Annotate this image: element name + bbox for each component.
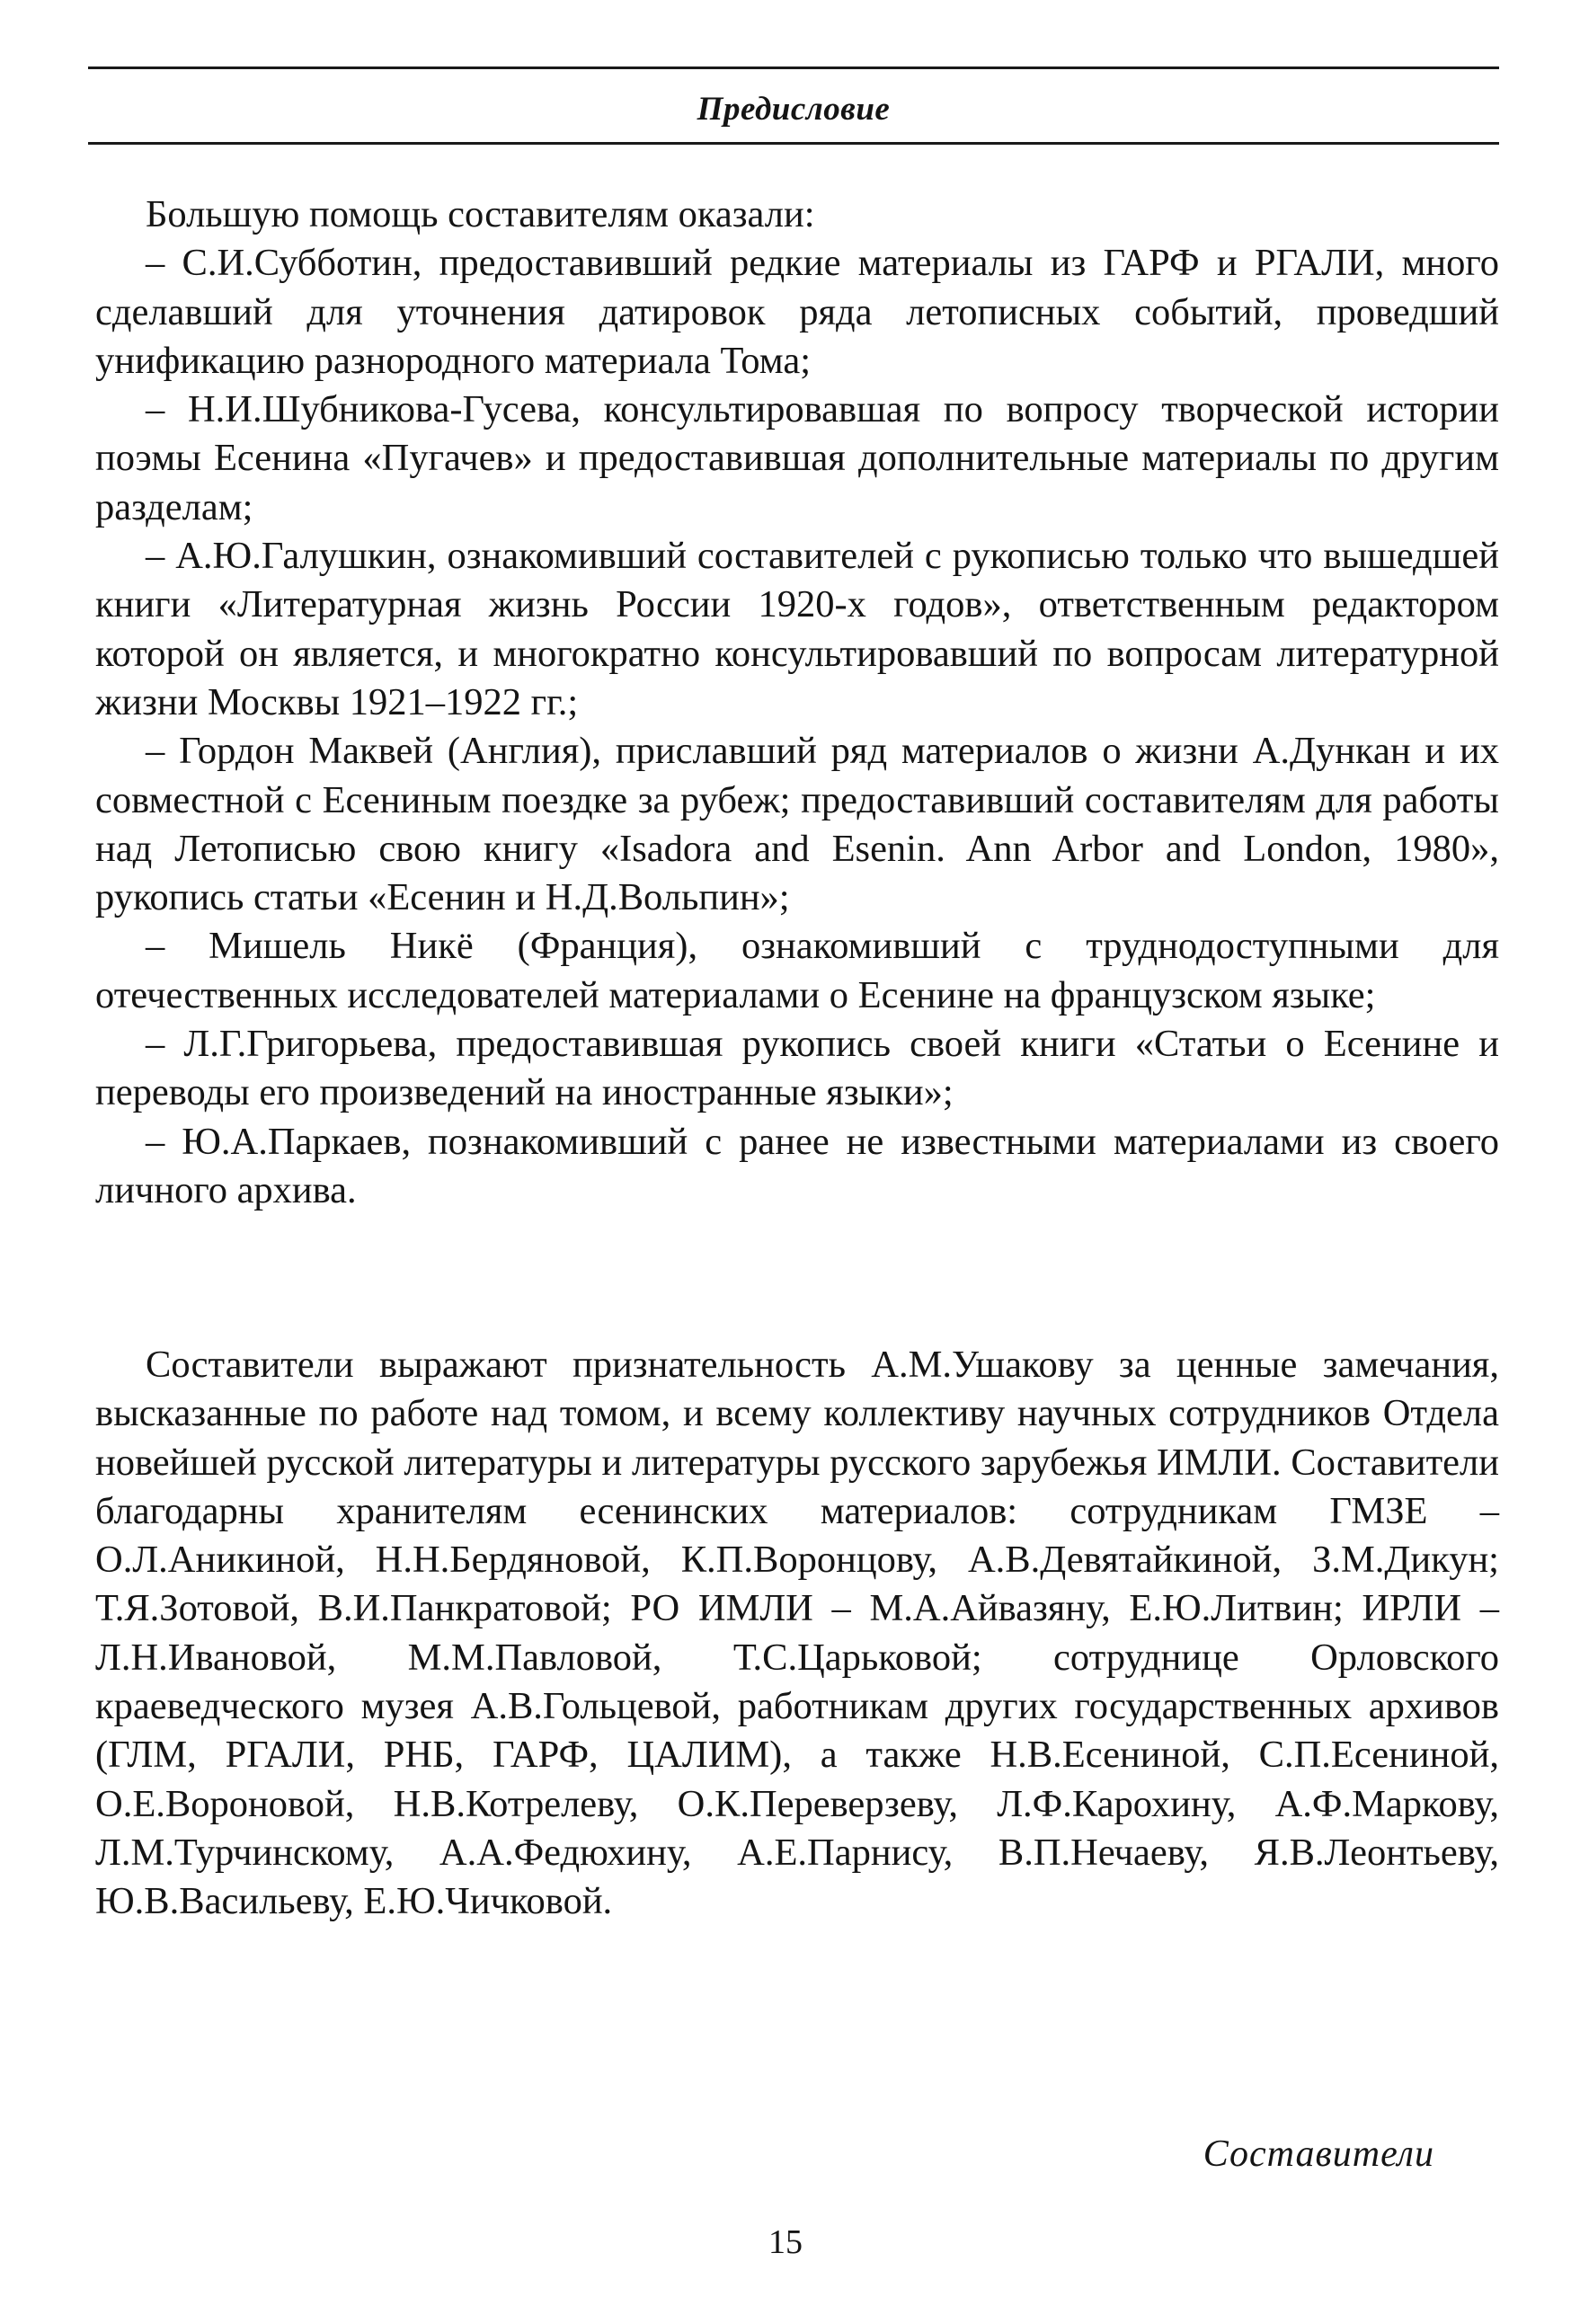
running-head: Предисловие bbox=[697, 91, 891, 128]
paragraph-shubnikova-guseva: – Н.И.Шубникова-Гусева, консультировавшая по вопросу творческой истории поэмы Есенина «Пугачев» и предоставившая дополнительные материалы по другим разделам; bbox=[95, 388, 1499, 528]
paragraph-galushkin: – А.Ю.Галушкин, ознакомивший составителей с рукописью только что вышедшей книги «Литературная жизнь России 1920-х годов», ответственным редактором которой он является, и многократно консультировавший по вопросам литературной жизни Москвы 1921–1922 гг.; bbox=[95, 535, 1499, 723]
signature: Составители bbox=[1203, 2133, 1434, 2175]
header-rule-top bbox=[88, 67, 1499, 69]
page-number: 15 bbox=[768, 2223, 803, 2261]
paragraph-gratitude: Составители выражают признательность А.М.Ушакову за ценные замечания, высказанные по работе над томом, и всему коллективу научных сотрудников Отдела новейшей русской литературы и литературы русского зарубежья ИМЛИ. Составители благодарны хранителям есенинских материалов: сотрудникам ГМЗЕ – О.Л.Аникиной, Н.Н.Бердяновой, К.П.Воронцову, А.В.Девятайкиной, З.М.Дикун; Т.Я.Зотовой, В.И.Панкратовой; РО ИМЛИ – М.А.Айвазяну, Е.Ю.Литвин; ИРЛИ – Л.Н.Ивановой, М.М.Павловой, Т.С.Царьковой; сотруднице Орловского краеведческого музея А.В.Гольцевой, работникам других государственных архивов (ГЛМ, РГАЛИ, РНБ, ГАРФ, ЦАЛИМ), а также Н.В.Есениной, С.П.Есениной, О.Е.Вороновой, Н.В.Котрелеву, О.К.Переверзеву, Л.Ф.Карохину, А.Ф.Маркову, Л.М.Турчинскому, А.А.Федюхину, А.Е.Парнису, В.П.Нечаеву, Я.В.Леонтьеву, Ю.В.Васильеву, Е.Ю.Чичковой. bbox=[95, 1344, 1499, 1923]
paragraph-niqueux: – Мишель Никё (Франция), ознакомивший с труднодоступными для отечественных исследователей материалами о Есенине на французском языке; bbox=[95, 925, 1499, 1016]
acknowledgements-list bbox=[95, 191, 1499, 1215]
paragraph-intro: Большую помощь составителям оказали: bbox=[146, 193, 815, 235]
paragraph-parkaev: – Ю.А.Паркаев, познакомивший с ранее не известными материалами из своего личного архива. bbox=[95, 1120, 1499, 1211]
header-rule-bottom bbox=[88, 142, 1499, 145]
paragraph-subbotin: – С.И.Субботин, предоставивший редкие материалы из ГАРФ и РГАЛИ, много сделавший для уточнения датировок ряда летописных событий, проведший унификацию разнородного материала Тома; bbox=[95, 242, 1499, 382]
gratitude-section bbox=[95, 1341, 1499, 1927]
paragraph-mcvay: – Гордон Маквей (Англия), приславший ряд материалов о жизни А.Дункан и их совместной с Есениным поездке за рубеж; предоставивший составителям для работы над Летописью свою книгу «Isadora and Esenin. Ann Arbor and London, 1980», рукопись статьи «Есенин и Н.Д.Вольпин»; bbox=[95, 730, 1499, 919]
paragraph-grigorieva: – Л.Г.Григорьева, предоставившая рукопись своей книги «Статьи о Есенине и переводы его произведений на иностранные языки»; bbox=[95, 1023, 1499, 1114]
